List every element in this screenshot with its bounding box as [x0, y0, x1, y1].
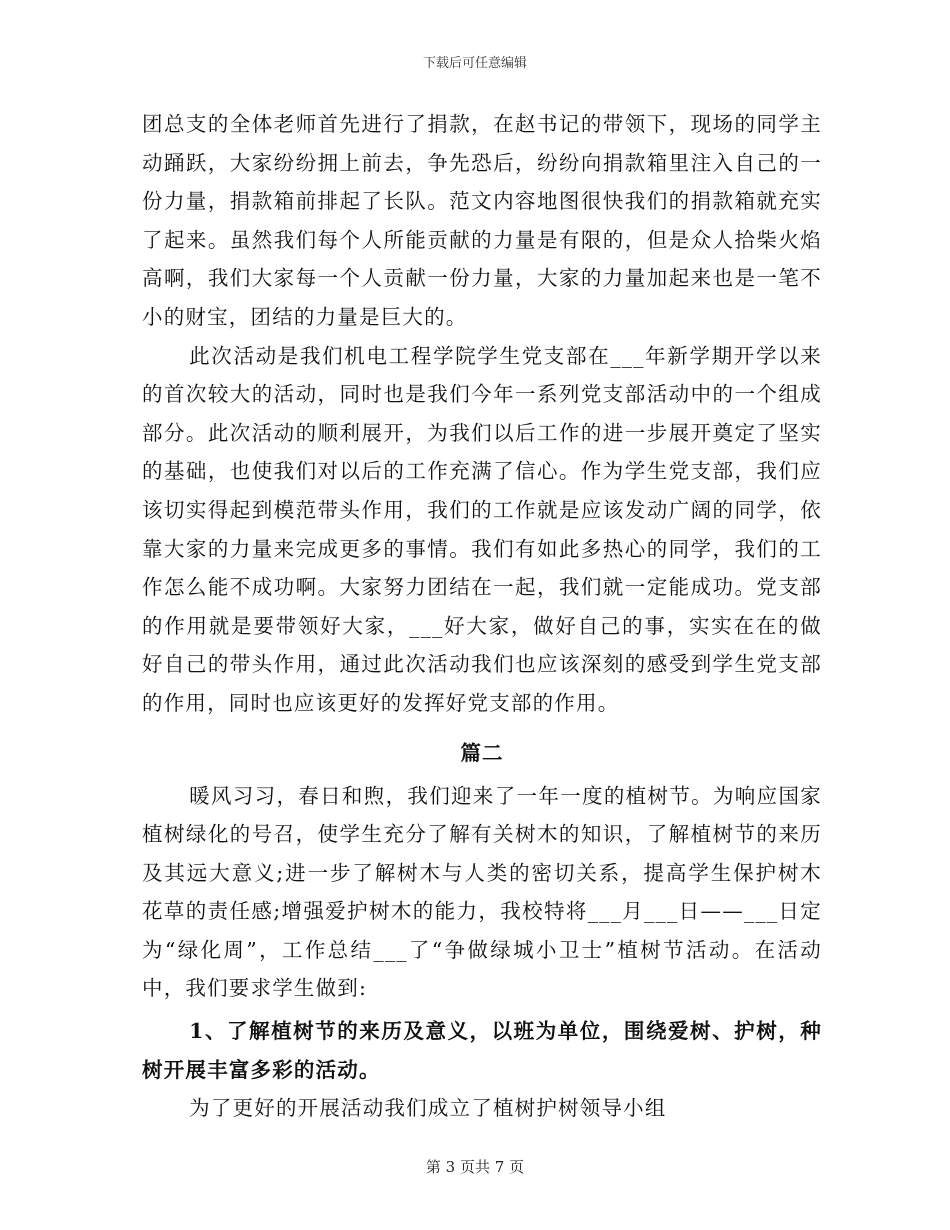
document-body [142, 105, 822, 1128]
paragraph-leadership-group: 为了更好的开展活动我们成立了植树护树领导小组 [189, 1096, 667, 1121]
list-item-bold: 1、了解植树节的来历及意义，以班为单位，围绕爱树、护树，种树开展丰富多彩的活动。 [142, 1019, 822, 1082]
page-footer: 第 3 页共 7 页 [425, 1158, 525, 1176]
paragraph-party-branch: 此次活动是我们机电工程学院学生党支部在___年新学期开学以来的首次较大的活动，同时也是我们今年一系列党支部活动中的一个组成部分。此次活动的顺利展开，为我们以后工作的进一步展开奠定了坚实的基础，也使我们对以后的工作充满了信心。作为学生党支部，我们应该切实得起到模范带头作用，我们的工作就是应该发动广阔的同学，依靠大家的力量来完成更多的事情。我们有如此多热心的同学，我们的工作怎么能不成功啊。大家努力团结在一起，我们就一定能成功。党支部的作用就是要带领好大家，___好大家，做好自己的事，实实在在的做好自己的带头作用，通过此次活动我们也应该深刻的感受到学生党支部的作用，同时也应该更好的发挥好党支部的作用。 [142, 343, 822, 715]
section-title: 篇二 [460, 740, 504, 765]
paragraph-donation: 团总支的全体老师首先进行了捐款，在赵书记的带领下，现场的同学主动踊跃，大家纷纷拥上前去，争先恐后，纷纷向捐款箱里注入自己的一份力量，捐款箱前排起了长队。范文内容地图很快我们的捐款箱就充实了起来。虽然我们每个人所能贡献的力量是有限的，但是众人拾柴火焰高啊，我们大家每一个人贡献一份力量，大家的力量加起来也是一笔不小的财宝，团结的力量是巨大的。 [142, 112, 822, 329]
paragraph-arbor-day: 暖风习习，春日和煦，我们迎来了一年一度的植树节。为响应国家植树绿化的号召，使学生充分了解有关树木的知识，了解植树节的来历及其远大意义;进一步了解树木与人类的密切关系，提高学生保护树木花草的责任感;增强爱护树木的能力，我校特将___月___日——___日定为“绿化周”，工作总结___了“争做绿城小卫士”植树节活动。在活动中，我们要求学生做到: [142, 783, 822, 1001]
page-header: 下载后可任意编辑 [422, 56, 527, 71]
